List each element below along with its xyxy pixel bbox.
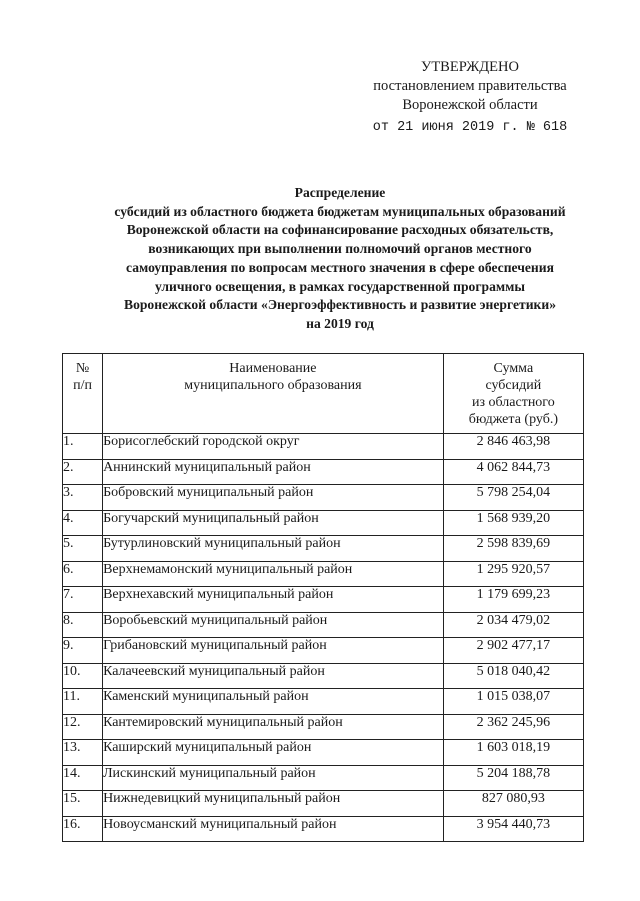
table-row <box>63 638 584 664</box>
approval-line-2: Воронежской области <box>402 97 538 113</box>
subsidy-amount: 3 954 440,73 <box>443 816 583 842</box>
row-number: 7. <box>63 587 103 613</box>
title-line: самоуправления по вопросам местного значения в сфере обеспечения <box>126 259 554 275</box>
row-number: 1. <box>63 434 103 460</box>
municipality-name: Борисоглебский городской округ <box>103 434 444 460</box>
table-row <box>63 510 584 536</box>
row-number: 10. <box>63 663 103 689</box>
title-line: возникающих при выполнении полномочий органов местного <box>148 241 532 257</box>
header-municipality-line: муниципального образования <box>184 378 362 393</box>
municipality-name: Каменский муниципальный район <box>103 689 444 715</box>
header-amount-line: бюджета (руб.) <box>468 412 558 427</box>
municipality-name: Грибановский муниципальный район <box>103 638 444 664</box>
table-row <box>63 434 584 460</box>
subsidy-amount: 4 062 844,73 <box>443 459 583 485</box>
municipality-name: Бутурлиновский муниципальный район <box>103 536 444 562</box>
municipality-name: Верхнемамонский муниципальный район <box>103 561 444 587</box>
subsidy-amount: 5 204 188,78 <box>443 765 583 791</box>
header-number <box>63 354 103 434</box>
row-number: 5. <box>63 536 103 562</box>
subsidy-amount: 1 295 920,57 <box>443 561 583 587</box>
title-line: субсидий из областного бюджета бюджетам муниципальных образований <box>114 203 566 219</box>
approval-stamp <box>350 58 590 137</box>
subsidy-amount: 5 798 254,04 <box>443 485 583 511</box>
municipality-name: Каширский муниципальный район <box>103 740 444 766</box>
row-number: 3. <box>63 485 103 511</box>
subsidy-amount: 1 603 018,19 <box>443 740 583 766</box>
row-number: 13. <box>63 740 103 766</box>
subsidy-amount: 2 902 477,17 <box>443 638 583 664</box>
municipality-name: Воробьевский муниципальный район <box>103 612 444 638</box>
subsidy-amount: 1 568 939,20 <box>443 510 583 536</box>
subsidy-amount: 827 080,93 <box>443 791 583 817</box>
row-number: 6. <box>63 561 103 587</box>
title-line: Воронежской области на софинансирование расходных обязательств, <box>126 222 554 238</box>
subsidy-amount: 5 018 040,42 <box>443 663 583 689</box>
table-row <box>63 689 584 715</box>
row-number: 4. <box>63 510 103 536</box>
table-row <box>63 485 584 511</box>
table-body <box>63 434 584 842</box>
subsidy-amount: 2 598 839,69 <box>443 536 583 562</box>
row-number: 16. <box>63 816 103 842</box>
table-row <box>63 740 584 766</box>
row-number: 2. <box>63 459 103 485</box>
subsidy-amount: 2 846 463,98 <box>443 434 583 460</box>
municipality-name: Калачеевский муниципальный район <box>103 663 444 689</box>
title-line: на 2019 год <box>306 315 374 331</box>
table-row <box>63 587 584 613</box>
row-number: 9. <box>63 638 103 664</box>
row-number: 15. <box>63 791 103 817</box>
header-amount <box>443 354 583 434</box>
header-amount-line: субсидий <box>485 378 542 393</box>
municipality-name: Богучарский муниципальный район <box>103 510 444 536</box>
header-municipality <box>103 354 444 434</box>
municipality-name: Верхнехавский муниципальный район <box>103 587 444 613</box>
row-number: 11. <box>63 689 103 715</box>
header-amount-line: из областного <box>471 395 555 410</box>
title-line: уличного освещения, в рамках государственной программы <box>154 278 526 294</box>
decree-reference: от 21 июня 2019 г. № 618 <box>372 120 568 135</box>
municipality-name: Нижнедевицкий муниципальный район <box>103 791 444 817</box>
header-number-line: п/п <box>73 378 92 393</box>
row-number: 12. <box>63 714 103 740</box>
subsidy-amount: 2 362 245,96 <box>443 714 583 740</box>
table-row <box>63 816 584 842</box>
table-row <box>63 791 584 817</box>
subsidy-amount: 2 034 479,02 <box>443 612 583 638</box>
title-line: Воронежской области «Энергоэффективность и развитие энергетики» <box>124 297 556 313</box>
row-number: 14. <box>63 765 103 791</box>
subsidy-amount: 1 179 699,23 <box>443 587 583 613</box>
header-amount-line: Сумма <box>493 361 534 376</box>
header-number-line: № <box>75 361 90 376</box>
municipality-name: Бобровский муниципальный район <box>103 485 444 511</box>
title-line: Распределение <box>294 185 386 200</box>
table-row <box>63 459 584 485</box>
municipality-name: Новоусманский муниципальный район <box>103 816 444 842</box>
document-title <box>60 184 620 334</box>
subsidy-amount: 1 015 038,07 <box>443 689 583 715</box>
municipality-name: Лискинский муниципальный район <box>103 765 444 791</box>
table-header-row <box>63 354 584 434</box>
table-row <box>63 536 584 562</box>
municipality-name: Аннинский муниципальный район <box>103 459 444 485</box>
table-row <box>63 663 584 689</box>
approval-heading: УТВЕРЖДЕНО <box>421 59 519 75</box>
header-municipality-line: Наименование <box>229 361 317 376</box>
subsidy-distribution-table <box>62 353 584 842</box>
row-number: 8. <box>63 612 103 638</box>
table-row <box>63 765 584 791</box>
table-row <box>63 714 584 740</box>
table-row <box>63 561 584 587</box>
municipality-name: Кантемировский муниципальный район <box>103 714 444 740</box>
approval-line-1: постановлением правительства <box>373 78 567 94</box>
table-row <box>63 612 584 638</box>
